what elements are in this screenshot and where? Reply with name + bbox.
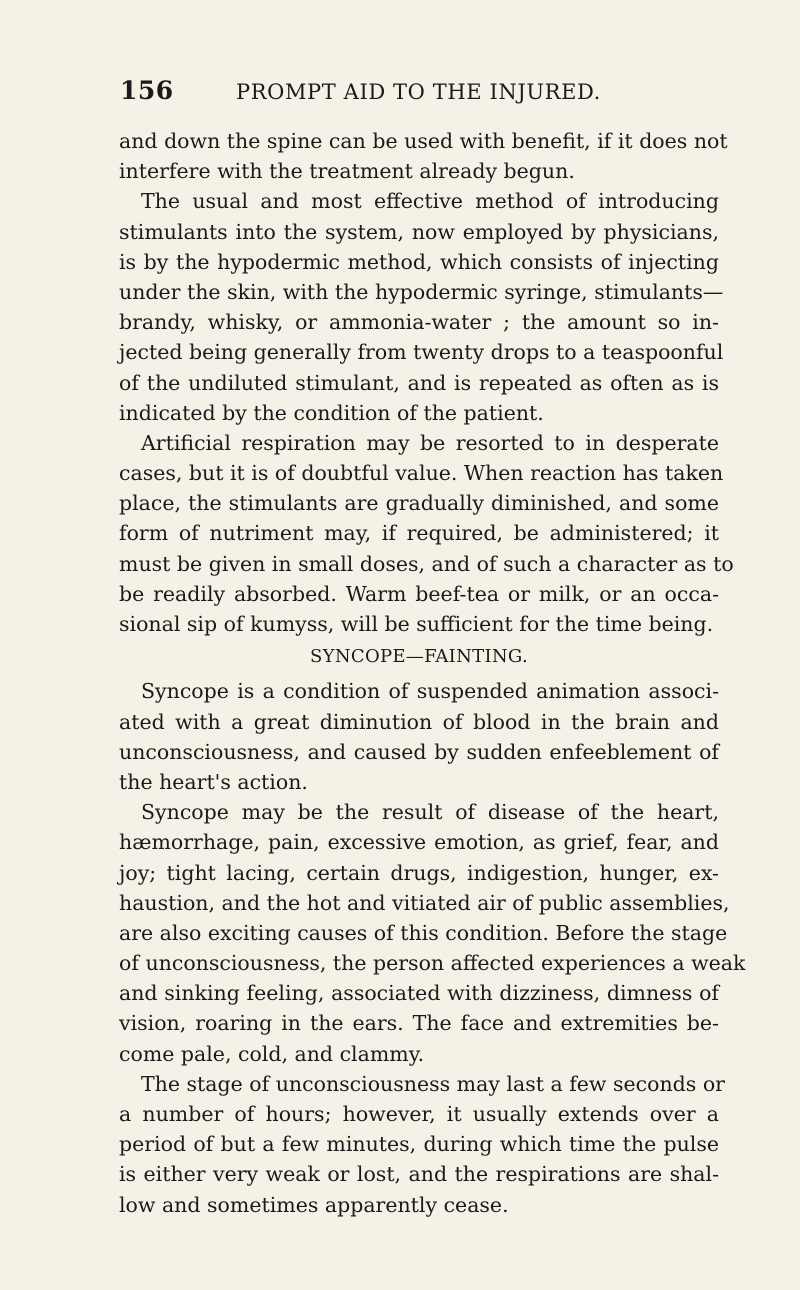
text-line: Artificial respiration may be resorted to in desperate [141,430,719,455]
text-line: The stage of unconsciousness may last a few seconds or [141,1071,725,1096]
paragraph-artificial-respiration [119,428,734,639]
text-line: place, the stimulants are gradually diminished, and some [119,491,719,516]
paragraph-continuation [119,126,728,186]
section-heading: SYNCOPE—FAINTING. [310,646,528,668]
text-line: be readily absorbed. Warm beef-tea or milk, or an occa- [119,581,719,606]
text-line: the heart's action. [119,769,308,794]
page-header [120,76,720,110]
paragraph-syncope-causes [119,797,746,1069]
paragraph-unconsciousness [119,1069,725,1220]
text-line: low and sometimes apparently cease. [119,1192,509,1217]
paragraph-stimulants [119,186,724,428]
text-line: Syncope may be the result of disease of the heart, [141,800,719,825]
text-line: interfere with the treatment already begun. [119,159,575,184]
text-line: brandy, whisky, or ammonia-water ; the amount so in- [119,310,719,335]
text-line: stimulants into the system, now employed by physicians, [119,219,719,244]
text-line: form of nutriment may, if required, be administered; it [119,521,719,546]
text-line: hæmorrhage, pain, excessive emotion, as grief, fear, and [119,830,719,855]
text-line: of unconsciousness, the person affected experiences a weak [119,951,746,976]
text-line: come pale, cold, and clammy. [119,1041,425,1066]
text-line: jected being generally from twenty drops to a teaspoonful [119,340,724,365]
text-line: sional sip of kumyss, will be sufficient for the time being. [119,612,714,636]
text-line: Syncope is a condition of suspended animation associ- [141,679,719,704]
text-line: cases, but it is of doubtful value. When reaction has taken [119,461,724,486]
text-line: is by the hypodermic method, which consists of injecting [119,249,719,274]
text-line: under the skin, with the hypodermic syringe, stimulants— [119,279,724,304]
text-line: a number of hours; however, it usually extends over a [119,1102,719,1126]
text-line: are also exciting causes of this condition. Before the stage [119,920,728,945]
text-line: The usual and most effective method of introducing [141,189,719,214]
running-title: PROMPT AID TO THE INJURED. [236,80,601,104]
text-line: must be given in small doses, and of such a character as to [119,551,734,576]
body-text [119,126,746,1220]
paragraph-syncope-definition [119,676,719,797]
text-line: and down the spine can be used with benefit, if it does not [119,129,728,153]
page-number: 156 [120,76,174,105]
text-line: haustion, and the hot and vitiated air of public assemblies, [119,890,730,915]
text-line: vision, roaring in the ears. The face and extremities be- [119,1011,719,1036]
text-line: unconsciousness, and caused by sudden enfeeblement of [119,739,719,764]
text-line: is either very weak or lost, and the respirations are shal- [119,1162,719,1187]
text-line: ated with a great diminution of blood in the brain and [119,709,719,734]
text-line: period of but a few minutes, during which time the pulse [119,1132,719,1157]
text-line: indicated by the condition of the patient. [119,400,544,425]
text-line: joy; tight lacing, certain drugs, indigestion, hunger, ex- [119,860,719,885]
text-line: of the undiluted stimulant, and is repeated as often as is [119,370,719,395]
text-line: and sinking feeling, associated with dizziness, dimness of [119,981,719,1006]
